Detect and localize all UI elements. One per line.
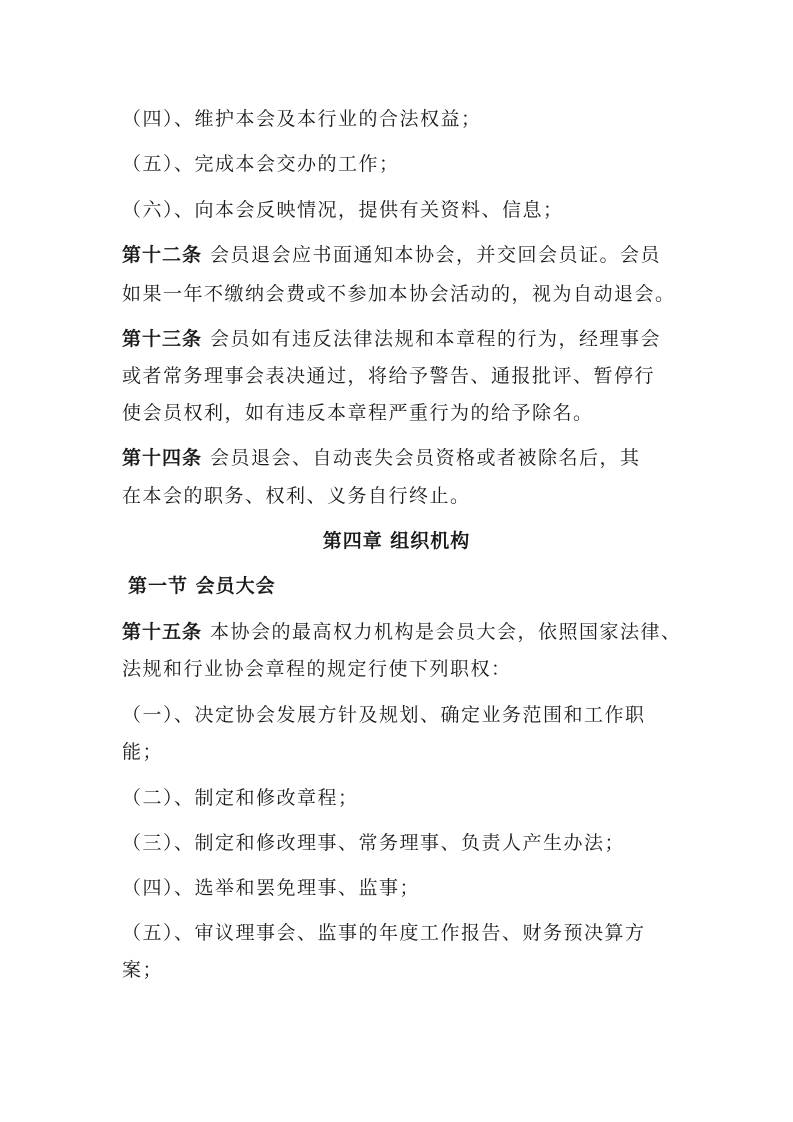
article-13-line-1: [122, 327, 661, 351]
power-5-line-2: 案；: [122, 959, 164, 981]
article-13-line-2: 或者常务理事会表决通过，将给予警告、通报批评、暂停行: [122, 365, 656, 387]
article-13-text-1: 会员如有违反法律法规和本章程的行为，经理事会: [210, 328, 662, 350]
power-3: （三）、制定和修改理事、常务理事、负责人产生办法；: [122, 832, 626, 854]
article-12-line-2: 如果一年不缴纳会费或不参加本协会活动的，视为自动退会。: [122, 283, 676, 305]
article-14-label: 第十四条: [122, 447, 203, 469]
power-1-line-2: 能；: [122, 741, 164, 763]
article-13-line-3: 使会员权利，如有违反本章程严重行为的给予除名。: [122, 402, 594, 424]
article-13-label: 第十三条: [122, 328, 203, 350]
article-14-text-1: 会员退会、自动丧失会员资格或者被除名后，其: [210, 447, 641, 469]
power-5-line-1: （五）、审议理事会、监事的年度工作报告、财务预决算方: [122, 922, 646, 944]
article-15-text-1: 本协会的最高权力机构是会员大会，依照国家法律、: [210, 621, 682, 643]
section-1-heading: 第一节 会员大会: [128, 575, 276, 597]
article-15-line-2: 法规和行业协会章程的规定行使下列职权：: [122, 658, 512, 680]
article-12-label: 第十二条: [122, 244, 203, 266]
article-14-line-2: 在本会的职务、权利、义务自行终止。: [122, 485, 471, 507]
item-6-report-info: （六）、向本会反映情况，提供有关资料、信息；: [122, 199, 564, 221]
power-1-line-1: （一）、决定协会发展方针及规划、确定业务范围和工作职: [122, 704, 646, 726]
item-4-protect-rights: （四）、维护本会及本行业的合法权益；: [122, 108, 482, 130]
power-2: （二）、制定和修改章程；: [122, 787, 359, 809]
item-5-complete-work: （五）、完成本会交办的工作；: [122, 153, 400, 175]
article-14-line-1: [122, 446, 641, 470]
chapter-4-heading: 第四章 组织机构: [322, 530, 471, 552]
power-4: （四）、选举和罢免理事、监事；: [122, 877, 421, 899]
article-15-label: 第十五条: [122, 621, 203, 643]
article-12-line-1: [122, 243, 661, 267]
article-15-line-1: [122, 620, 682, 644]
article-12-text-1: 会员退会应书面通知本协会，并交回会员证。会员: [210, 244, 662, 266]
